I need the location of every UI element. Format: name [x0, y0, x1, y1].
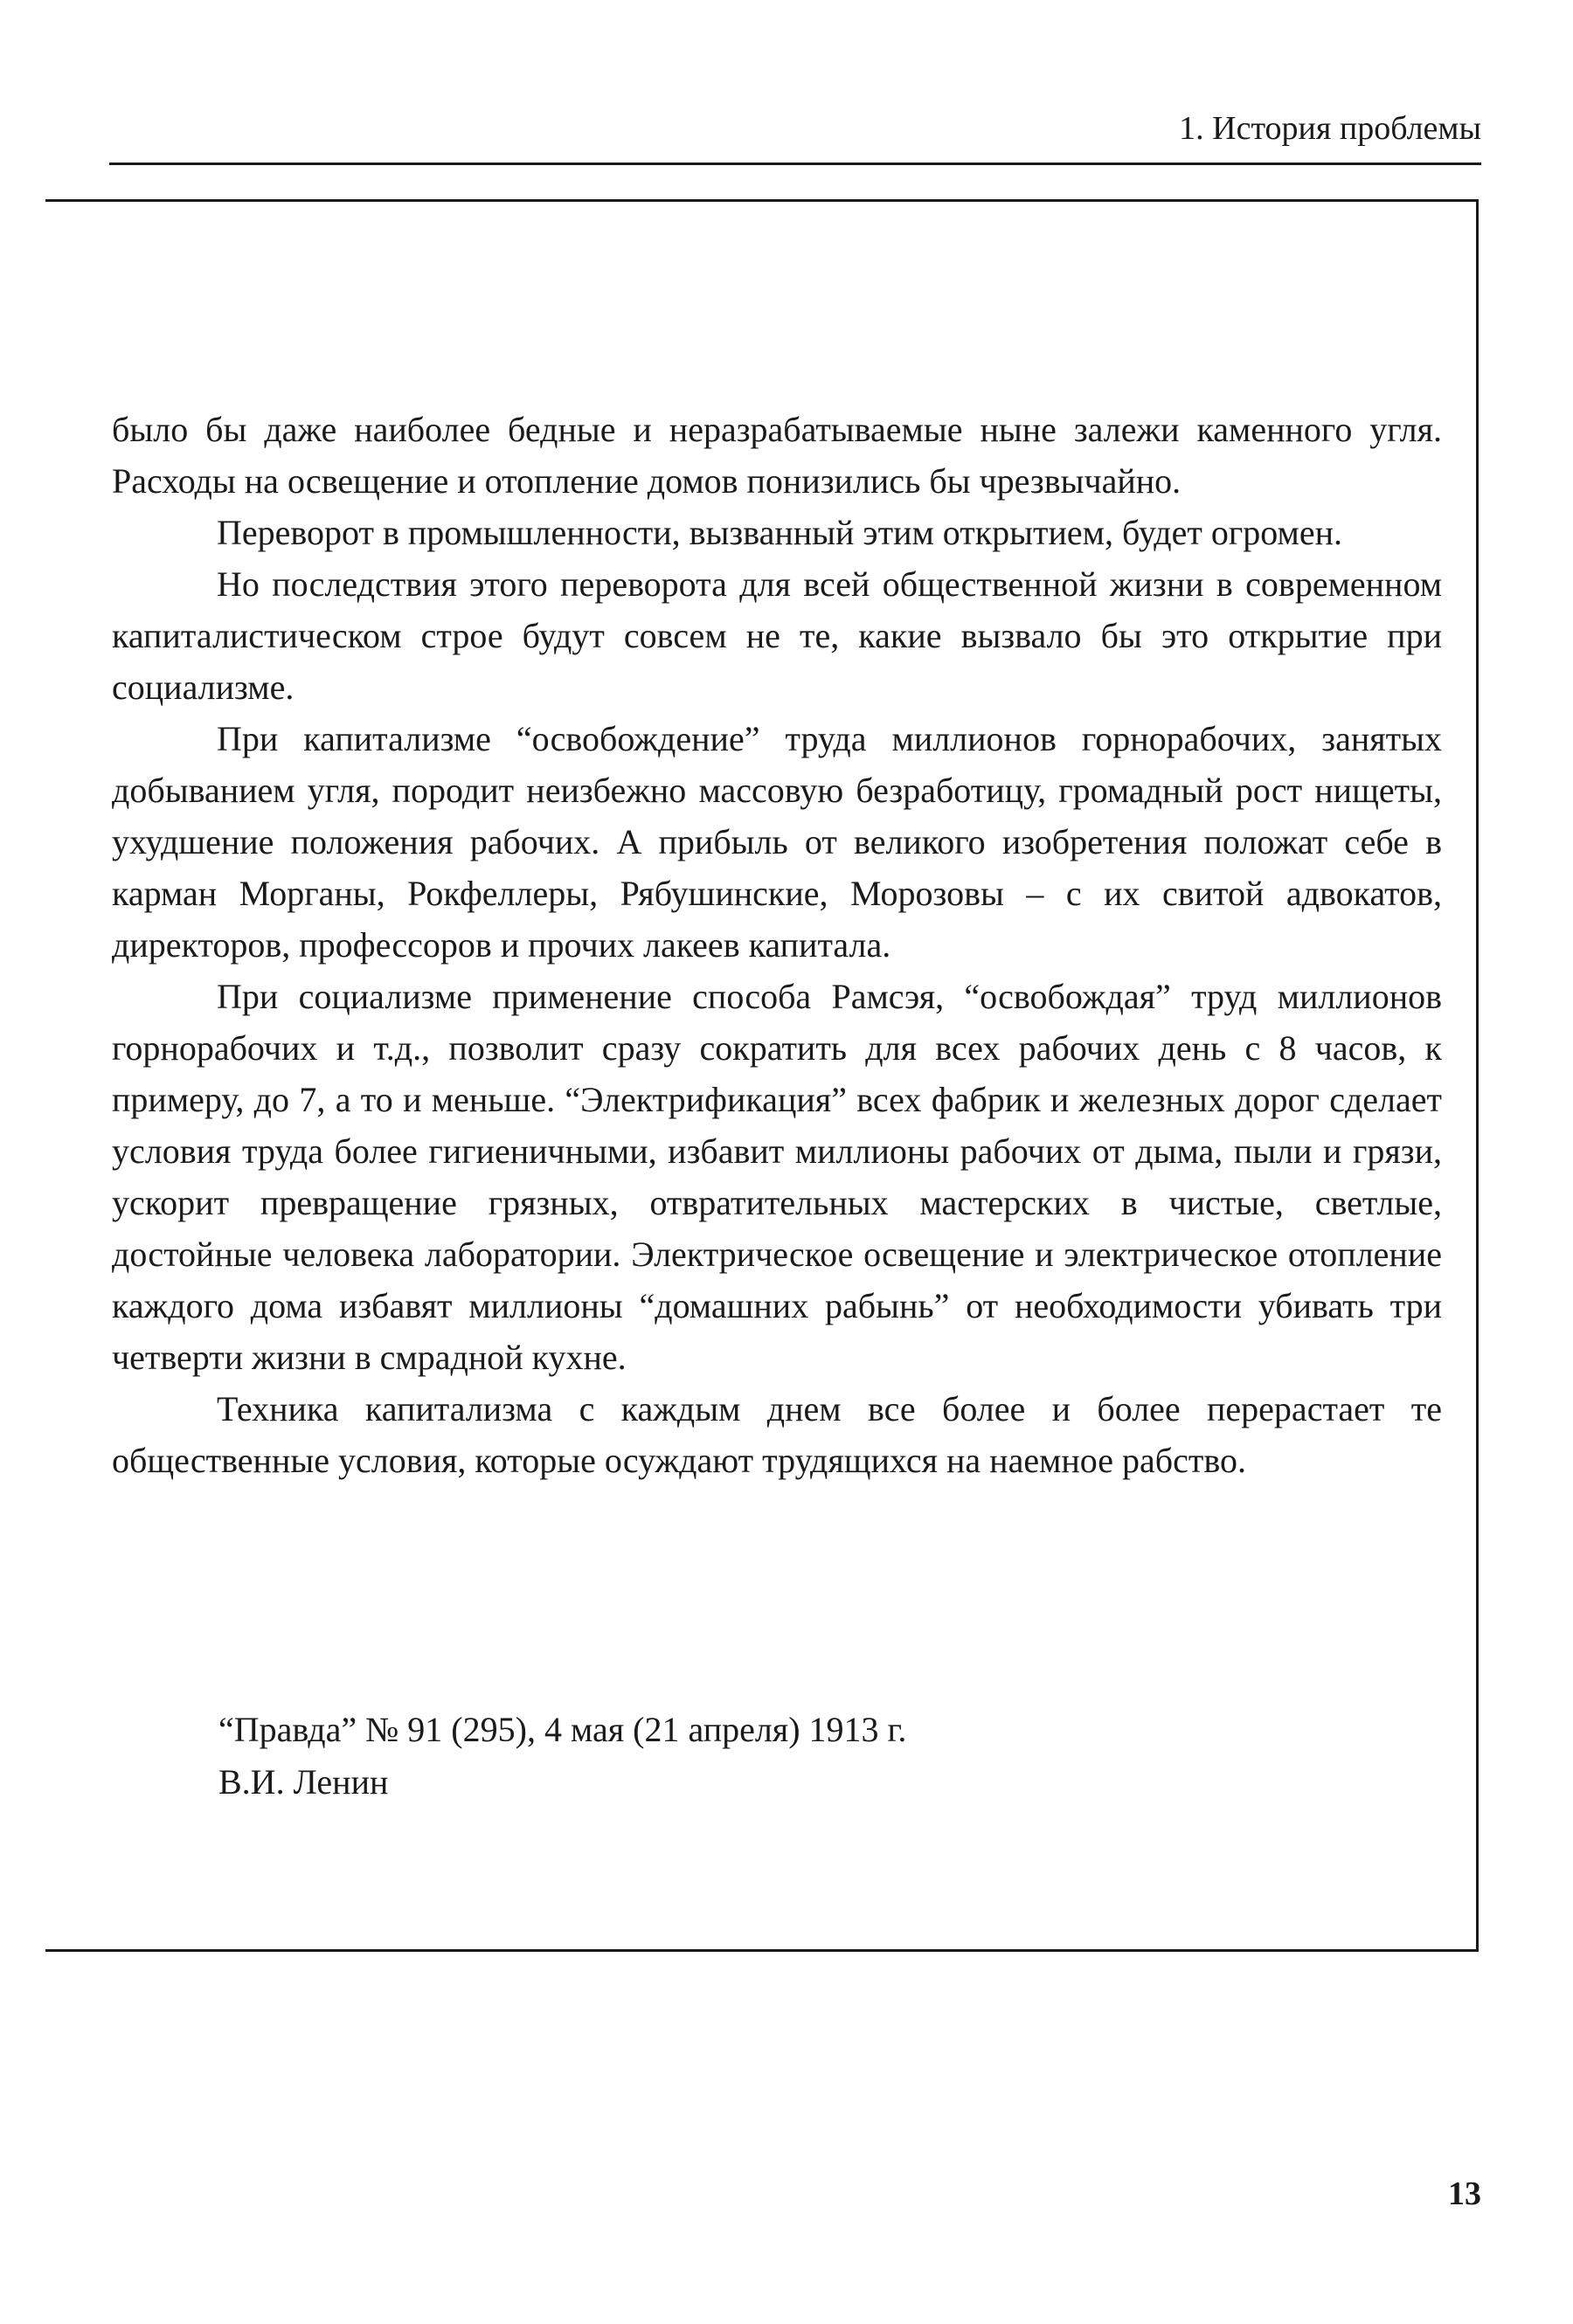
quote-frame-right-border [1476, 199, 1479, 1952]
running-header: 1. История проблемы [1179, 110, 1481, 147]
paragraph: Техника капитализма с каждым днем все более и более перерастает те общественные условия, которые осуждают трудящихся на наемное рабство. [112, 1389, 1442, 1480]
paragraph: При социализме применение способа Рамсэя, “освобождая” труд миллионов горнорабочих и т.д., позволит сразу сократить для всех рабочих день с 8 часов, к примеру, до 7, а то и меньше. “Электрификация” всех фабрик и железных дорог сделает условия труда более гигиеничными, избавит миллионы рабочих от дыма, пыли и грязи, ускорит превращение грязных, отвратительных мастерских в чистые, светлые, достойные человека лаборатории. Электрическое освещение и электрическое отопление каждого дома избавят миллионы “домашних рабынь” от необходимости убивать три четверти жизни в смрадной кухне. [112, 977, 1442, 1377]
page-number: 13 [1448, 2175, 1481, 2212]
citation-block [218, 1704, 1267, 1809]
article-body [112, 404, 1442, 1486]
author-name: В.И. Ленин [218, 1762, 389, 1802]
header-rule [109, 163, 1481, 165]
source-citation: “Правда” № 91 (295), 4 мая (21 апреля) 1913 г. [218, 1710, 907, 1749]
paragraph: Но последствия этого переворота для всей общественной жизни в современном капиталистическом строе будут совсем не те, какие вызвало бы это открытие при социализме. [112, 564, 1442, 707]
paragraph: было бы даже наиболее бедные и неразрабатываемые ныне залежи каменного угля. Расходы на освещение и отопление домов понизились бы чрезвычайно. [112, 410, 1442, 501]
quote-frame-top-border [45, 199, 1479, 202]
paragraph: При капитализме “освобождение” труда миллионов горнорабочих, занятых добыванием угля, породит неизбежно массовую безработицу, громадный рост нищеты, ухудшение положения рабочих. А прибыль от великого изобретения положат себе в карман Морганы, Рокфеллеры, Рябушинские, Морозовы – с их свитой адвокатов, директоров, профессоров и прочих лакеев капитала. [112, 719, 1442, 965]
quote-frame-bottom-border [45, 1949, 1479, 1952]
paragraph: Переворот в промышленности, вызванный этим открытием, будет огромен. [217, 513, 1343, 552]
